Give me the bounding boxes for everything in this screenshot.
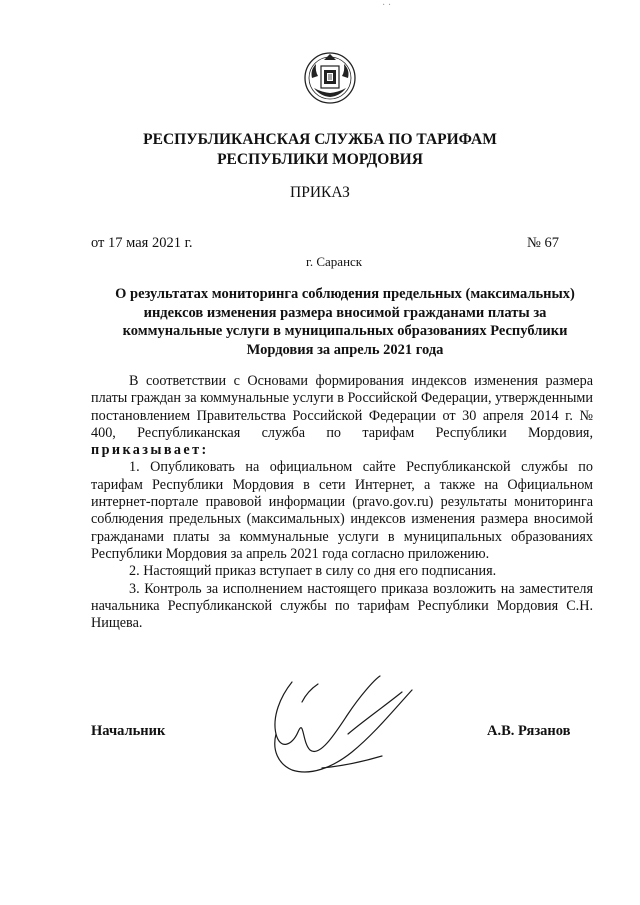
order-item-2: 2. Настоящий приказ вступает в силу со дня его подписания.: [129, 563, 497, 580]
document-type: ПРИКАЗ: [290, 184, 350, 201]
document-subject: [98, 285, 592, 359]
handwritten-signature: [262, 672, 432, 784]
coat-of-arms-emblem: [302, 48, 358, 106]
subject-line: О результатах мониторинга соблюдения предельных (максимальных): [115, 286, 575, 302]
preamble-text: В соответствии с Основами формирования индексов изменения размера платы граждан за коммунальные услуги в Российской Федерации, утвержденными постановлением Правительства Российской Федерации от 30 апреля 2014 г. № 400, Республиканская служба по тарифам Республики Мордовия,: [91, 373, 593, 441]
order-item-1: 1. Опубликовать на официальном сайте Республиканской службы по тарифам Республики Мордовия в сети Интернет, а также на Официальном интернет-портале правовой информации (pravo.gov.ru) результаты мониторинга соблюдения предельных (максимальных) индексов изменения размера вносимой гражданами платы за коммунальные услуги в муниципальных образованиях Республики Мордовия за апрель 2021 года согласно приложению.: [91, 459, 593, 562]
subject-line: Мордовия за апрель 2021 года: [246, 341, 444, 358]
signatory-position: Начальник: [91, 723, 166, 739]
document-date: от 17 мая 2021 г.: [91, 235, 193, 251]
organization-name-line2: РЕСПУБЛИКИ МОРДОВИЯ: [217, 151, 423, 168]
organization-name-line1: РЕСПУБЛИКАНСКАЯ СЛУЖБА ПО ТАРИФАМ: [143, 131, 497, 148]
signatory-name: А.В. Рязанов: [487, 723, 571, 739]
orders-keyword: приказывает:: [91, 442, 209, 459]
document-number: № 67: [527, 235, 559, 251]
subject-line: индексов изменения размера вносимой гражданами платы за: [143, 304, 547, 321]
document-body: [91, 373, 593, 632]
document-city: г. Саранск: [306, 254, 363, 269]
order-item-3: 3. Контроль за исполнением настоящего приказа возложить на заместителя начальника Республиканской службы по тарифам Республики Мордовия С.Н. Нищева.: [91, 580, 593, 632]
preamble-paragraph: [91, 373, 593, 459]
subject-line: коммунальные услуги в муниципальных образованиях Республики: [122, 323, 568, 339]
top-marks: · ·: [382, 0, 392, 11]
